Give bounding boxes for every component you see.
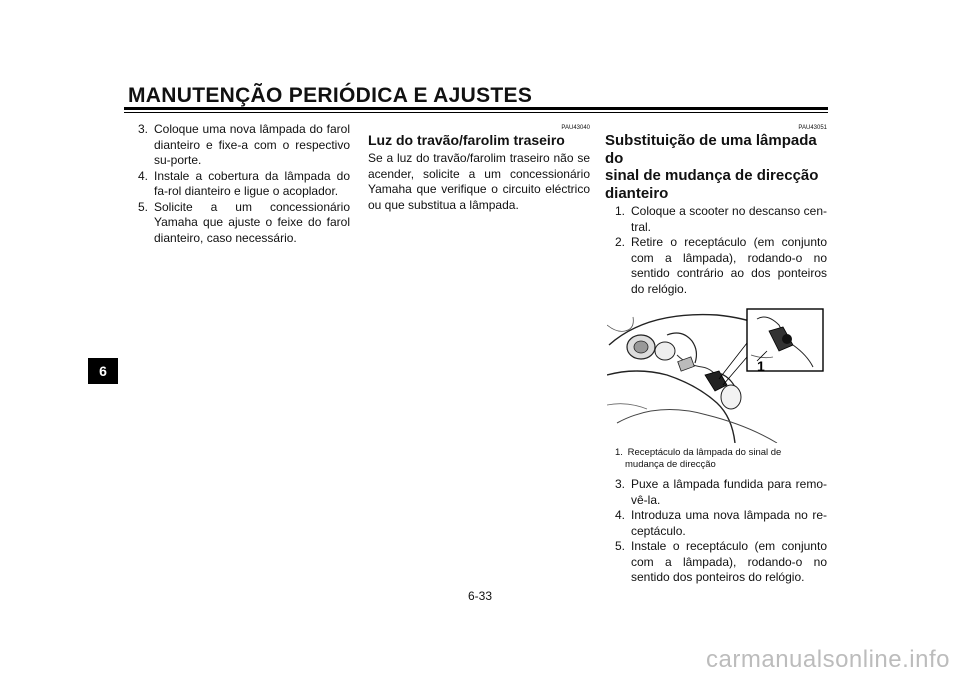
- header-rule-thin: [124, 112, 828, 113]
- step-text: Retire o receptáculo (em conjunto com a lâmpada), rodando-o no sentido contrário ao dos ponteiros do relógio.: [631, 235, 827, 296]
- step-text: Introduza uma nova lâmpada no re-ceptáculo.: [631, 508, 827, 538]
- steps-list-col3b: [605, 477, 827, 586]
- step-number: 2.: [615, 235, 626, 249]
- list-item: [128, 122, 350, 169]
- page-title: MANUTENÇÃO PERIÓDICA E AJUSTES: [128, 84, 533, 107]
- reference-code: PAU43040: [561, 125, 590, 131]
- caption-line: Receptáculo da lâmpada do sinal de: [627, 447, 782, 458]
- page-number: 6-33: [467, 589, 493, 603]
- list-item: [605, 235, 827, 297]
- step-text: Instale o receptáculo (em conjunto com a lâmpada), rodando-o no sentido dos ponteiros do relógio.: [631, 539, 827, 584]
- step-number: 3.: [138, 122, 149, 136]
- list-item: [605, 508, 827, 539]
- step-number: 5.: [615, 539, 626, 553]
- section-heading-turn-signal: [605, 132, 827, 202]
- steps-list-col3a: [605, 204, 827, 297]
- list-item: [128, 169, 350, 200]
- list-item: [605, 477, 827, 508]
- turn-signal-illustration: [607, 305, 825, 443]
- step-number: 5.: [138, 199, 149, 214]
- step-number: 1.: [615, 204, 626, 218]
- caption-line: mudança de direcção: [625, 459, 716, 470]
- step-number: 4.: [615, 508, 626, 522]
- column-middle: [368, 122, 590, 213]
- step-text: Instale a cobertura da lâmpada do fa-rol dianteiro e ligue o acoplador.: [154, 168, 350, 198]
- column-left: [128, 122, 350, 246]
- heading-line: Substituição de uma lâmpada do: [605, 132, 817, 167]
- step-text: Coloque uma nova lâmpada do farol dianteiro e fixe-a com o respectivo su-porte.: [154, 122, 350, 167]
- heading-line: sinal de mudança de direcção: [605, 167, 819, 184]
- step-text: Solicite a um concessionário Yamaha que ajuste o feixe do farol dianteiro, caso necessário.: [154, 199, 350, 245]
- reference-code: PAU43051: [798, 125, 827, 131]
- column-right: [605, 122, 827, 586]
- step-number: 4.: [138, 168, 149, 183]
- section-heading-brake-light: Luz do travão/farolim traseiro: [368, 132, 565, 148]
- chapter-tab: 6: [88, 358, 118, 384]
- heading-line: dianteiro: [605, 184, 669, 202]
- section-paragraph: Se a luz do travão/farolim traseiro não se acender, solicite a um concessionário Yamaha que verifique o circuito eléctrico ou que substitua a lâmpada.: [368, 151, 590, 212]
- list-item: [605, 539, 827, 586]
- watermark: carmanualsonline.info: [706, 646, 950, 673]
- figure-caption: [615, 447, 827, 471]
- step-text: Coloque a scooter no descanso cen-tral.: [631, 204, 827, 234]
- list-item: [605, 204, 827, 235]
- step-number: 3.: [615, 477, 626, 491]
- list-item: [128, 200, 350, 247]
- step-text: Puxe a lâmpada fundida para remo-vê-la.: [631, 477, 827, 507]
- figure-label: 1: [757, 358, 765, 374]
- steps-list-col1: [128, 122, 350, 246]
- header-rule-thick: [124, 107, 828, 110]
- caption-number: 1.: [615, 447, 623, 458]
